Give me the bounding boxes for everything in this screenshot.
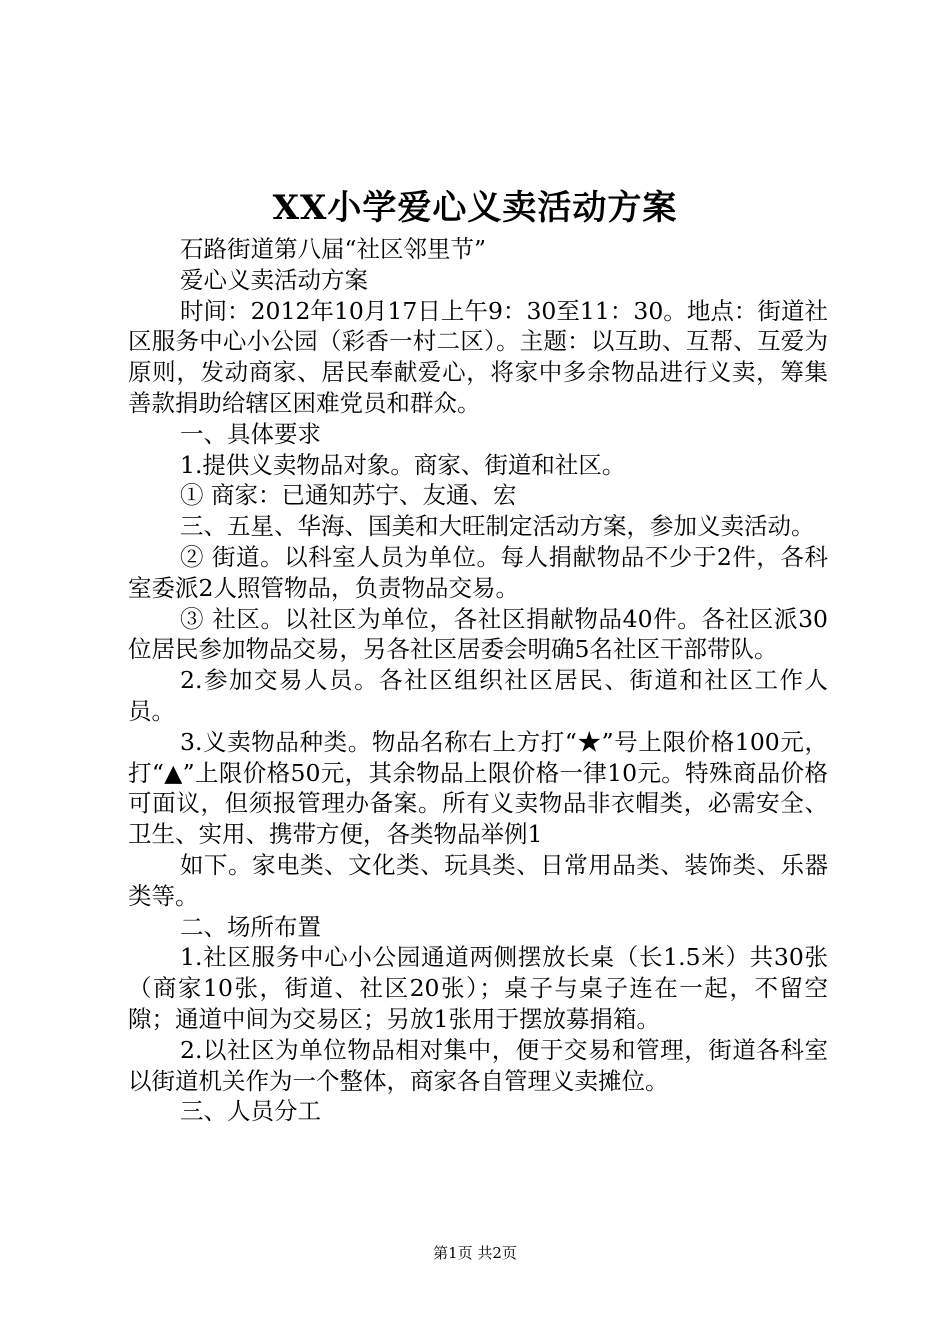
paragraph-venue-2: 2.以社区为单位物品相对集中，便于交易和管理，街道各科室以街道机关作为一个整体，商家各自管理义卖摊位。 xyxy=(128,1035,828,1095)
document-title: XX小学爱心义卖活动方案 xyxy=(272,188,678,228)
section-heading-staffing: 三、人员分工 xyxy=(180,1097,321,1126)
page-number: 第1页 共2页 xyxy=(433,1244,517,1262)
paragraph-item-3: 3.义卖物品种类。物品名称右上方打“★”号上限价格100元，打“▲”上限价格50元，其余物品上限价格一律10元。特殊商品价格可面议，但须报管理办备案。所有义卖物品非衣帽类，必需安全、卫生、实用、携带方便，各类物品举例1 xyxy=(128,727,828,849)
paragraph-time-place-theme: 时间：2012年10月17日上午9：30至11：30。地点：街道社区服务中心小公园（彩香一村二区）。主题：以互助、互帮、互爱为原则，发动商家、居民奉献爱心，将家中多余物品进行义卖，筹集善款捐助给辖区困难党员和群众。 xyxy=(128,296,828,417)
paragraph-communities: ③ 社区。以社区为单位，各社区捐献物品40件。各社区派30位居民参加物品交易，另各社区居委会明确5名社区干部带队。 xyxy=(128,604,828,664)
section-heading-requirements: 一、具体要求 xyxy=(180,419,321,448)
paragraph-item-2: 2.参加交易人员。各社区组织社区居民、街道和社区工作人员。 xyxy=(128,666,828,725)
paragraph-merchants-cont: 三、五星、华海、国美和大旺制定活动方案，参加义卖活动。 xyxy=(180,512,815,541)
paragraph-item-3-cont: 如下。家电类、文化类、玩具类、日常用品类、装饰类、乐器类等。 xyxy=(128,850,828,910)
paragraph-event-name: 石路街道第八届“社区邻里节” xyxy=(180,235,487,263)
section-heading-venue: 二、场所布置 xyxy=(180,912,321,941)
paragraph-streets: ② 街道。以科室人员为单位。每人捐献物品不少于2件，各科室委派2人照管物品，负责物品交易。 xyxy=(128,542,828,602)
paragraph-merchants: ① 商家：已通知苏宁、友通、宏 xyxy=(180,481,517,510)
paragraph-plan-name: 爱心义卖活动方案 xyxy=(180,265,368,294)
paragraph-venue-1: 1.社区服务中心小公园通道两侧摆放长桌（长1.5米）共30张（商家10张，街道、社区20张）；桌子与桌子连在一起，不留空隙；通道中间为交易区；另放1张用于摆放募捐箱。 xyxy=(128,943,828,1033)
document-body xyxy=(128,234,828,1127)
paragraph-item-1: 1.提供义卖物品对象。商家、街道和社区。 xyxy=(180,450,626,479)
